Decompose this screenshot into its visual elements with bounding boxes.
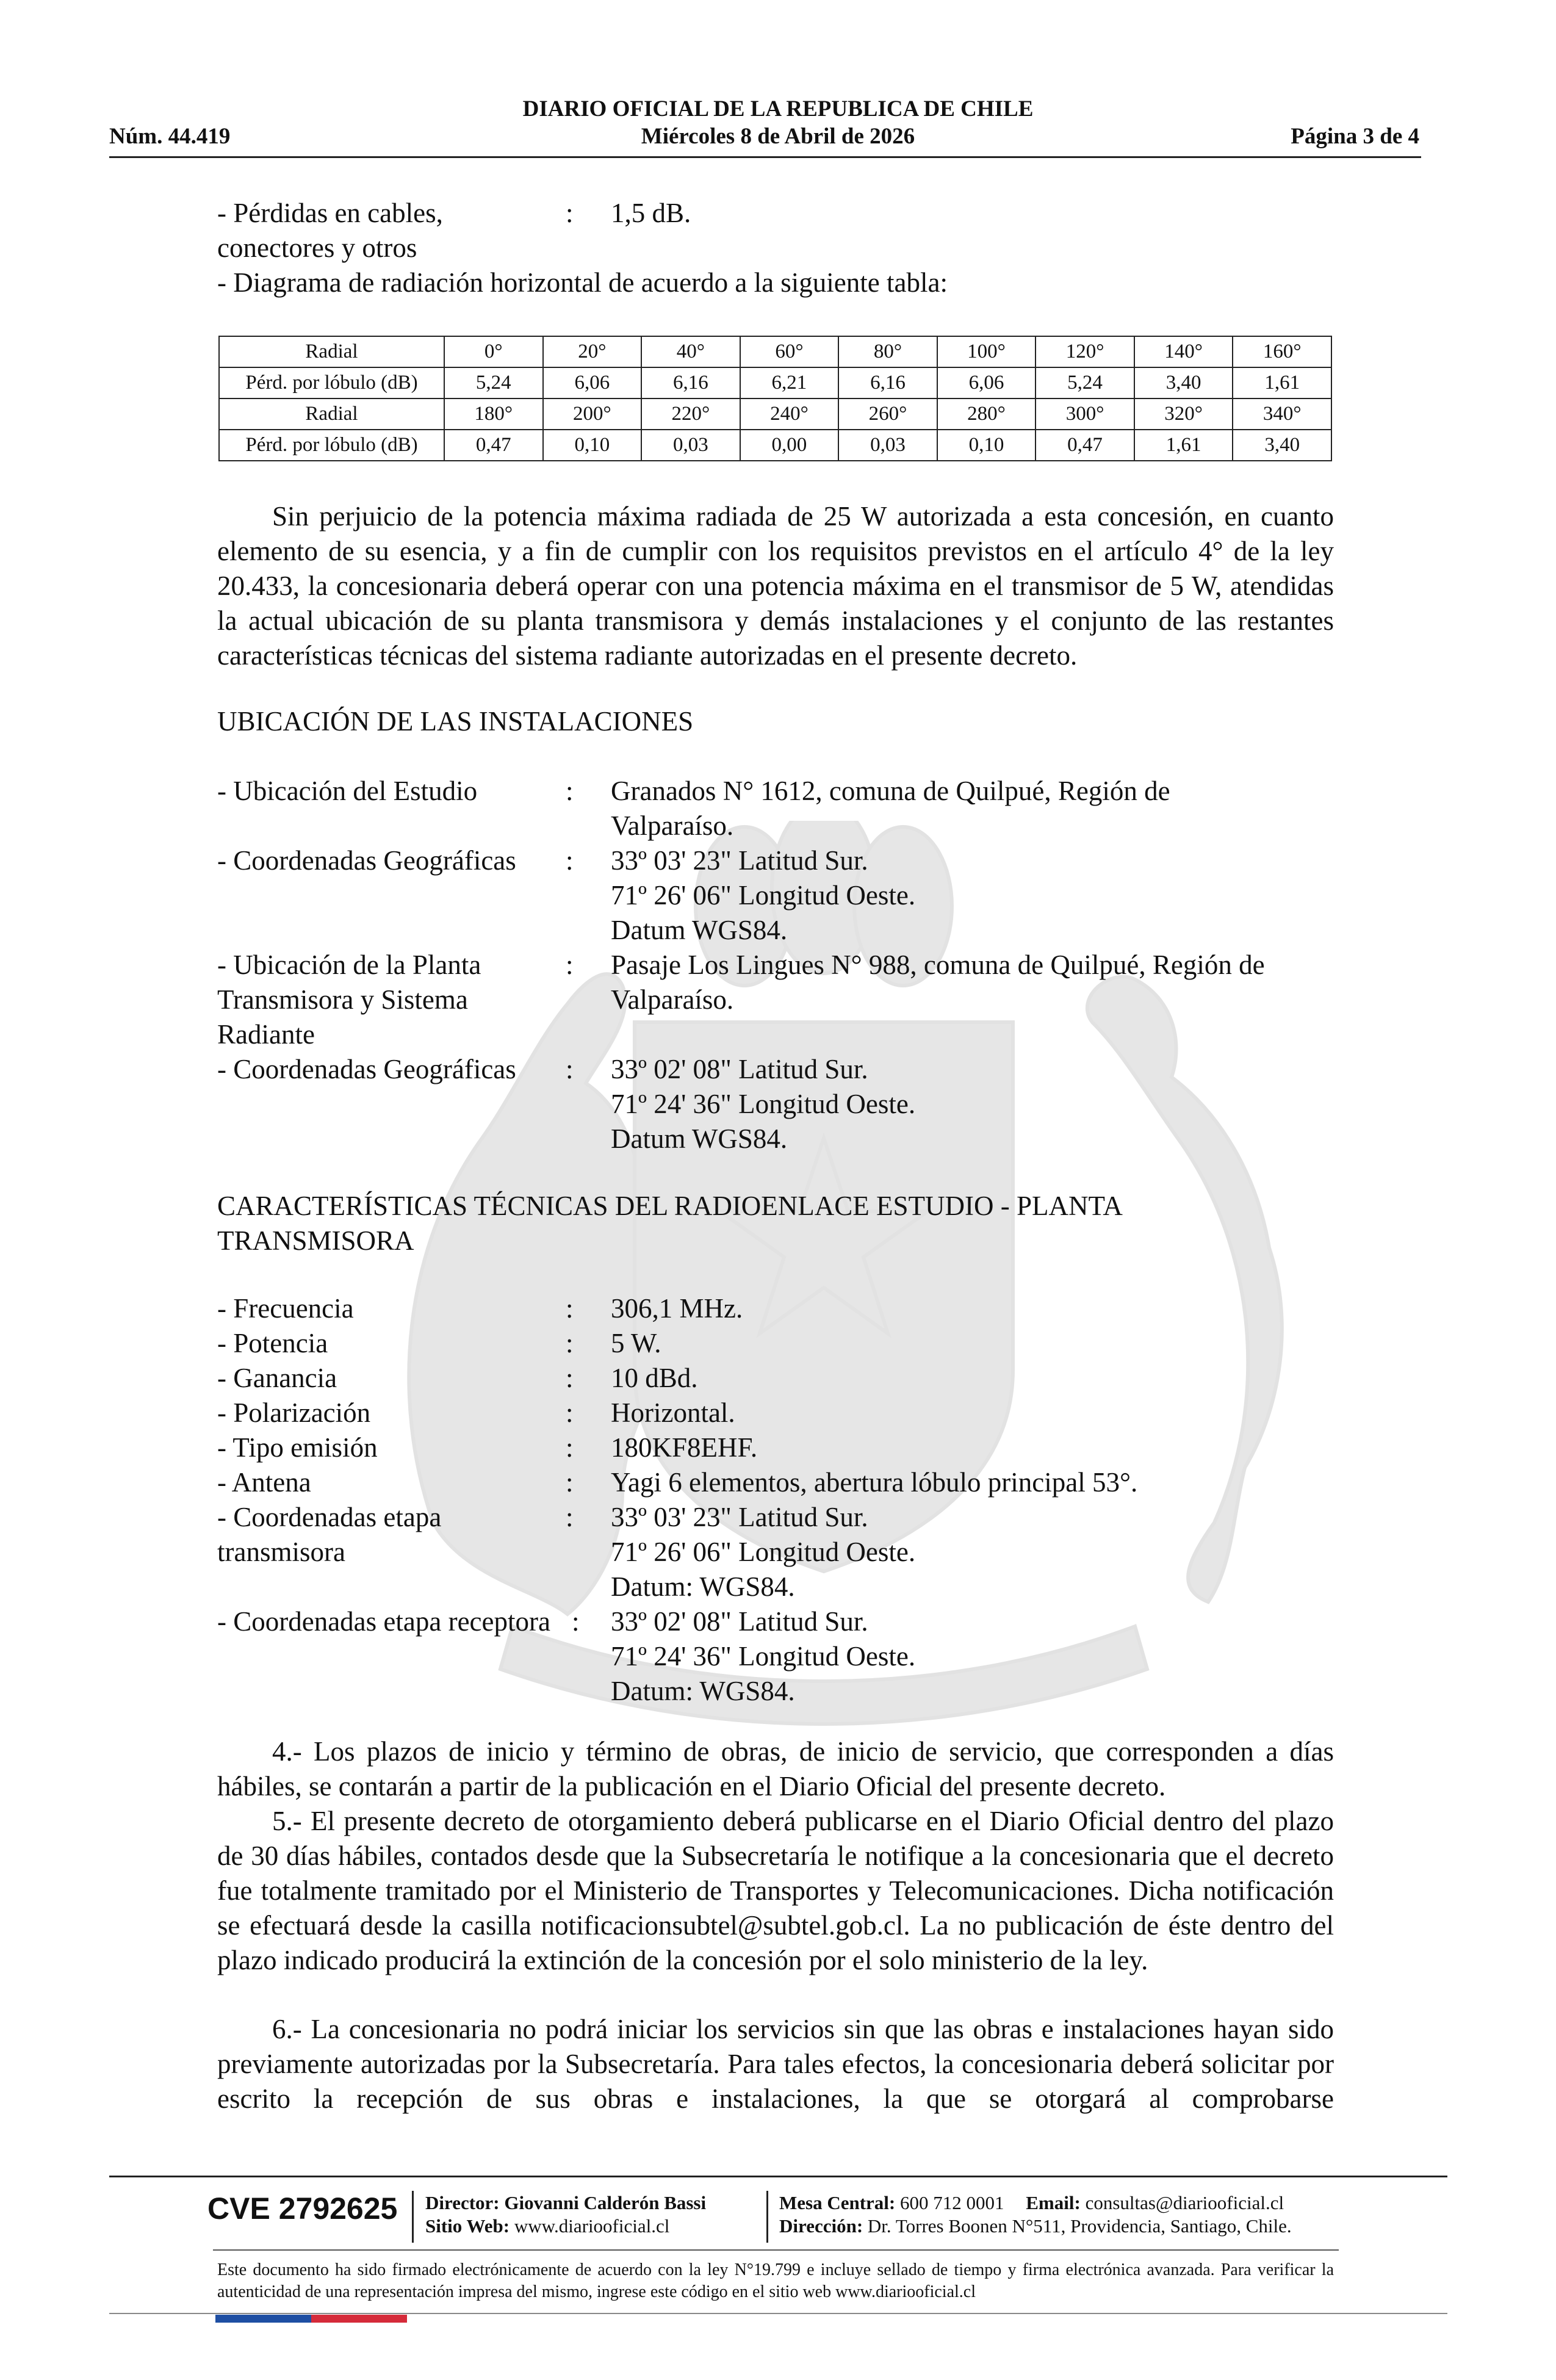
gain-value: 10 dBd. [611, 1363, 698, 1393]
studio-location-value-1: Granados N° 1612, comuna de Quilpué, Región de [611, 776, 1170, 806]
table-cell: 0,10 [543, 430, 642, 461]
plant-coords-datum: Datum WGS84. [611, 1123, 788, 1154]
plant-location-colon: : [566, 950, 574, 980]
link-section-title-2: TRANSMISORA [217, 1225, 414, 1256]
plant-location-value-2: Valparaíso. [611, 984, 734, 1015]
table-cell: 0,10 [937, 430, 1036, 461]
table-cell: 5,24 [1036, 367, 1134, 398]
table-cell: 140° [1134, 336, 1233, 367]
table-cell: 6,16 [838, 367, 937, 398]
website-link[interactable]: www.diariooficial.cl [514, 2215, 670, 2237]
table-cell: Pérd. por lóbulo (dB) [219, 430, 444, 461]
table-cell: 160° [1233, 336, 1331, 367]
paragraph-4: 4.- Los plazos de inicio y término de obras, de inicio de servicio, que corresponden a días hábiles, se contarán a partir de la publicación en el Diario Oficial del presente decreto. [217, 1736, 1334, 1801]
table-cell: 6,06 [937, 367, 1036, 398]
footer-separator [766, 2191, 768, 2243]
email-link[interactable]: consultas@diariooficial.cl [1085, 2192, 1284, 2213]
table-cell: 220° [641, 398, 740, 430]
table-cell: 0,00 [740, 430, 839, 461]
table-cell: 100° [937, 336, 1036, 367]
plant-location-label-1: - Ubicación de la Planta [217, 950, 481, 980]
antenna-colon: : [566, 1467, 574, 1498]
email-label: Email: [1026, 2192, 1081, 2213]
rx-coords-datum: Datum: WGS84. [611, 1676, 795, 1706]
plant-coords-lat: 33º 02' 08" Latitud Sur. [611, 1054, 868, 1084]
studio-location-value-2: Valparaíso. [611, 810, 734, 841]
tx-coords-lon: 71º 26' 06" Longitud Oeste. [611, 1537, 916, 1567]
studio-coords-label: - Coordenadas Geográficas [217, 845, 516, 876]
paragraph-5: 5.- El presente decreto de otorgamiento deberá publicarse en el Diario Oficial dentro del plazo de 30 días hábiles, contados desde que la Subsecretaría le notifique a la concesionaria que el decreto fue totalmente tramitado por el Ministerio de Transportes y Telecomunicaciones. Dicha notificación se efectuará desde la casilla notificacionsubtel@subtel.gob.cl. La no publicación de éste dentro del plazo indicado producirá la extinción de la concesión por el solo ministerio de la ley. [217, 1806, 1334, 1975]
plant-location-value-1: Pasaje Los Lingues N° 988, comuna de Quilpué, Región de [611, 950, 1265, 980]
address-value: Dr. Torres Boonen N°511, Providencia, Santiago, Chile. [867, 2215, 1292, 2237]
table-cell: 340° [1233, 398, 1331, 430]
address-line [779, 2215, 1292, 2238]
antenna-label: - Antena [217, 1467, 311, 1498]
cable-loss-colon: : [566, 198, 574, 228]
table-cell: 240° [740, 398, 839, 430]
tx-coords-label-1: - Coordenadas etapa [217, 1502, 442, 1532]
power-label: - Potencia [217, 1328, 328, 1358]
tx-coords-lat: 33º 03' 23" Latitud Sur. [611, 1502, 868, 1532]
plant-coords-label: - Coordenadas Geográficas [217, 1054, 516, 1084]
frequency-colon: : [566, 1293, 574, 1324]
table-cell: 0° [444, 336, 543, 367]
emission-colon: : [566, 1432, 574, 1463]
studio-coords-lon: 71º 26' 06" Longitud Oeste. [611, 880, 916, 911]
table-cell: 6,16 [641, 367, 740, 398]
signature-note: Este documento ha sido firmado electrónicamente de acuerdo con la ley N°19.799 e incluye sellado de tiempo y firma electrónica avanzada. Para verificar la autenticidad de una representación impresa del mismo, ingrese este código en el sitio web www.diariooficial.cl [217, 2260, 1334, 2301]
footer-divider-mid [213, 2249, 1339, 2251]
polarization-value: Horizontal. [611, 1397, 735, 1428]
footer-separator [412, 2191, 414, 2243]
table-cell: 20° [543, 336, 642, 367]
table-row [219, 398, 1331, 430]
emission-label: - Tipo emisión [217, 1432, 378, 1463]
table-cell: Radial [219, 336, 444, 367]
polarization-colon: : [566, 1397, 574, 1428]
power-colon: : [566, 1328, 574, 1358]
table-cell: 0,03 [641, 430, 740, 461]
phone-value: 600 712 0001 [900, 2192, 1004, 2213]
studio-coords-colon: : [566, 845, 574, 876]
table-cell: 80° [838, 336, 937, 367]
link-section-title-1: CARACTERÍSTICAS TÉCNICAS DEL RADIOENLACE ESTUDIO - PLANTA [217, 1191, 1123, 1221]
rx-coords-label: - Coordenadas etapa receptora [217, 1606, 550, 1637]
rx-coords-lat: 33º 02' 08" Latitud Sur. [611, 1606, 868, 1637]
diagram-intro: - Diagrama de radiación horizontal de acuerdo a la siguiente tabla: [217, 267, 948, 298]
cve-code: CVE 2792625 [207, 2191, 398, 2226]
table-cell: 0,03 [838, 430, 937, 461]
table-cell: 3,40 [1233, 430, 1331, 461]
antenna-value: Yagi 6 elementos, abertura lóbulo principal 53°. [611, 1467, 1138, 1498]
table-cell: 3,40 [1134, 367, 1233, 398]
location-section-title: UBICACIÓN DE LAS INSTALACIONES [217, 706, 694, 737]
table-cell: 6,06 [543, 367, 642, 398]
newspaper-title: DIARIO OFICIAL DE LA REPUBLICA DE CHILE [522, 96, 1034, 121]
table-row [219, 430, 1331, 461]
header-divider [109, 156, 1421, 158]
table-cell: 1,61 [1233, 367, 1331, 398]
table-cell: 320° [1134, 398, 1233, 430]
director-line [425, 2191, 706, 2215]
tx-coords-label-2: transmisora [217, 1537, 345, 1567]
table-cell: 40° [641, 336, 740, 367]
table-cell: Radial [219, 398, 444, 430]
studio-coords-datum: Datum WGS84. [611, 915, 788, 945]
table-cell: 120° [1036, 336, 1134, 367]
power-value: 5 W. [611, 1328, 661, 1358]
tx-coords-datum: Datum: WGS84. [611, 1571, 795, 1602]
table-cell: Pérd. por lóbulo (dB) [219, 367, 444, 398]
flag-stripe-red [311, 2315, 407, 2323]
rx-coords-lon: 71º 24' 36" Longitud Oeste. [611, 1641, 916, 1671]
frequency-value: 306,1 MHz. [611, 1293, 743, 1324]
frequency-label: - Frecuencia [217, 1293, 354, 1324]
cable-loss-label-1: - Pérdidas en cables, [217, 198, 443, 228]
flag-stripe-blue [215, 2315, 311, 2323]
table-cell: 200° [543, 398, 642, 430]
director-name: Giovanni Calderón Bassi [504, 2192, 707, 2213]
table-cell: 300° [1036, 398, 1134, 430]
emission-value: 180KF8EHF. [611, 1432, 758, 1463]
table-row [219, 336, 1331, 367]
issue-date: Miércoles 8 de Abril de 2026 [641, 124, 915, 149]
website-label: Sitio Web: [425, 2215, 510, 2237]
table-cell: 0,47 [1036, 430, 1134, 461]
radiation-table [218, 336, 1332, 461]
issue-number: Núm. 44.419 [109, 124, 231, 149]
table-cell: 0,47 [444, 430, 543, 461]
power-paragraph: Sin perjuicio de la potencia máxima radiada de 25 W autorizada a esta concesión, en cuanto elemento de su esencia, y a fin de cumplir con los requisitos previstos en el artículo 4° de la ley 20.433, la concesionaria deberá operar con una potencia máxima en el transmisor de 5 W, atendidas la actual ubicación de su planta transmisora y demás instalaciones y el conjunto de las restantes características técnicas del sistema radiante autorizadas en el presente decreto. [217, 501, 1334, 671]
table-cell: 60° [740, 336, 839, 367]
director-label: Director: [425, 2192, 500, 2213]
table-cell: 1,61 [1134, 430, 1233, 461]
table-row [219, 367, 1331, 398]
plant-coords-lon: 71º 24' 36" Longitud Oeste. [611, 1089, 916, 1119]
footer-divider-bottom [109, 2313, 1447, 2314]
phone-label: Mesa Central: [779, 2192, 896, 2213]
rx-coords-colon: : [572, 1606, 580, 1637]
contact-line [779, 2191, 1284, 2215]
website-line [425, 2215, 669, 2238]
table-cell: 180° [444, 398, 543, 430]
studio-coords-lat: 33º 03' 23" Latitud Sur. [611, 845, 868, 876]
cable-loss-value: 1,5 dB. [611, 198, 691, 228]
plant-location-label-2: Transmisora y Sistema [217, 984, 468, 1015]
page-indicator: Página 3 de 4 [1291, 124, 1419, 149]
studio-location-colon: : [566, 776, 574, 806]
studio-location-label: - Ubicación del Estudio [217, 776, 478, 806]
address-label: Dirección: [779, 2215, 863, 2237]
paragraph-6: 6.- La concesionaria no podrá iniciar los servicios sin que las obras e instalaciones hayan sido previamente autorizadas por la Subsecretaría. Para tales efectos, la concesionaria deberá solicitar por escrito la recepción de sus obras e instalaciones, la que se otorgará al comprobarse [217, 2014, 1334, 2114]
plant-coords-colon: : [566, 1054, 574, 1084]
table-cell: 260° [838, 398, 937, 430]
polarization-label: - Polarización [217, 1397, 371, 1428]
table-cell: 280° [937, 398, 1036, 430]
gain-colon: : [566, 1363, 574, 1393]
plant-location-label-3: Radiante [217, 1019, 315, 1050]
gain-label: - Ganancia [217, 1363, 337, 1393]
table-cell: 6,21 [740, 367, 839, 398]
table-cell: 5,24 [444, 367, 543, 398]
cable-loss-label-2: conectores y otros [217, 233, 417, 263]
footer-divider-top [109, 2176, 1447, 2177]
tx-coords-colon: : [566, 1502, 574, 1532]
